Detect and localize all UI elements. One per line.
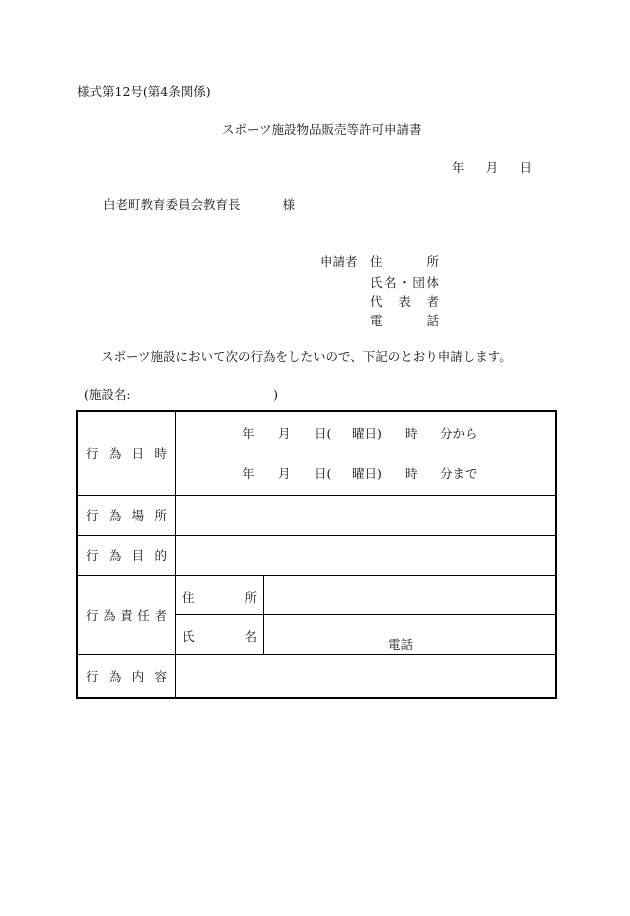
- responsible-address-value-cell[interactable]: [264, 575, 557, 614]
- responsible-name-value-cell[interactable]: [264, 614, 557, 654]
- char: ・: [398, 275, 411, 290]
- char: 体: [426, 275, 439, 290]
- char: 為: [108, 508, 122, 523]
- from-year: 年: [242, 426, 255, 442]
- char: 行: [86, 548, 99, 563]
- char: 名: [244, 628, 257, 644]
- char: 行: [86, 668, 99, 684]
- char: 者: [154, 607, 167, 623]
- char: 行: [86, 508, 99, 523]
- application-table: [76, 410, 557, 699]
- phone-label: 電話: [388, 636, 414, 652]
- addressee: [103, 199, 295, 212]
- datetime-from: [176, 424, 555, 442]
- applicant-name-org: [370, 277, 439, 290]
- from-month: 月: [278, 426, 291, 442]
- place-label-cell: [77, 495, 176, 535]
- page-title: スポーツ施設物品販売等許可申請書: [222, 122, 422, 137]
- content-value-cell[interactable]: [176, 654, 557, 698]
- char: 任: [137, 607, 150, 623]
- char: 場: [131, 508, 145, 523]
- char: 為: [108, 548, 122, 563]
- to-weekday: 曜日): [352, 466, 382, 482]
- form-number: 様式第12号(第4条関係): [77, 84, 211, 99]
- char: 電: [370, 313, 383, 328]
- purpose-value-cell[interactable]: [176, 535, 557, 575]
- char: 為: [108, 668, 122, 684]
- applicant-representative: [370, 296, 439, 309]
- char: 所: [244, 589, 257, 605]
- responsible-name-label-cell: [176, 614, 264, 654]
- datetime-label-cell: [77, 411, 176, 495]
- char: 時: [154, 446, 167, 462]
- from-minute: 分から: [440, 426, 478, 442]
- char: 行: [86, 446, 99, 462]
- place-value-cell[interactable]: [176, 495, 557, 535]
- to-month: 月: [278, 466, 291, 482]
- applicant-label: 申請者: [320, 254, 358, 269]
- char: 住: [370, 254, 383, 269]
- from-day: 日(: [314, 426, 332, 442]
- date-month: 月: [485, 160, 499, 175]
- from-hour: 時: [405, 426, 418, 442]
- to-hour: 時: [405, 466, 418, 482]
- applicant-phone: [370, 315, 439, 328]
- content-label-cell: [77, 654, 176, 698]
- char: 名: [384, 275, 397, 290]
- char: 者: [426, 294, 439, 309]
- char: 話: [426, 313, 439, 328]
- addressee-name: 白老町教育委員会教育長: [103, 197, 241, 212]
- facility-open: (施設名:: [84, 387, 131, 402]
- char: 住: [182, 589, 195, 605]
- char: 容: [154, 668, 167, 684]
- facility-name-line: [84, 389, 278, 402]
- char: 的: [154, 548, 167, 563]
- char: 代: [370, 294, 383, 309]
- char: 表: [398, 294, 411, 309]
- facility-close: ): [273, 387, 278, 402]
- char: 為: [108, 446, 122, 462]
- char: 目: [131, 548, 145, 563]
- char: 所: [154, 508, 167, 523]
- purpose-label-cell: [77, 535, 176, 575]
- char: 氏: [370, 275, 383, 290]
- body-text: スポーツ施設において次の行為をしたいので、下記のとおり申請します。: [101, 349, 512, 364]
- char: 責: [120, 607, 133, 623]
- char: 行: [86, 607, 99, 623]
- addressee-honorific: 様: [282, 197, 296, 212]
- char: 氏: [182, 628, 195, 644]
- char: 内: [131, 668, 145, 684]
- from-weekday: 曜日): [352, 426, 382, 442]
- date-day: 日: [519, 160, 532, 175]
- char: 為: [103, 607, 116, 623]
- datetime-to: [176, 464, 555, 482]
- char: 所: [426, 254, 439, 269]
- responsible-address-label-cell: [176, 575, 264, 614]
- to-day: 日(: [314, 466, 332, 482]
- responsible-label-cell: [77, 575, 176, 654]
- date-line: [452, 162, 532, 175]
- datetime-value-cell[interactable]: [176, 411, 557, 495]
- char: 団: [412, 275, 425, 290]
- to-year: 年: [242, 466, 255, 482]
- to-minute: 分まで: [440, 466, 478, 482]
- char: 日: [131, 446, 145, 462]
- date-year: 年: [452, 160, 465, 175]
- applicant-address: [370, 256, 439, 269]
